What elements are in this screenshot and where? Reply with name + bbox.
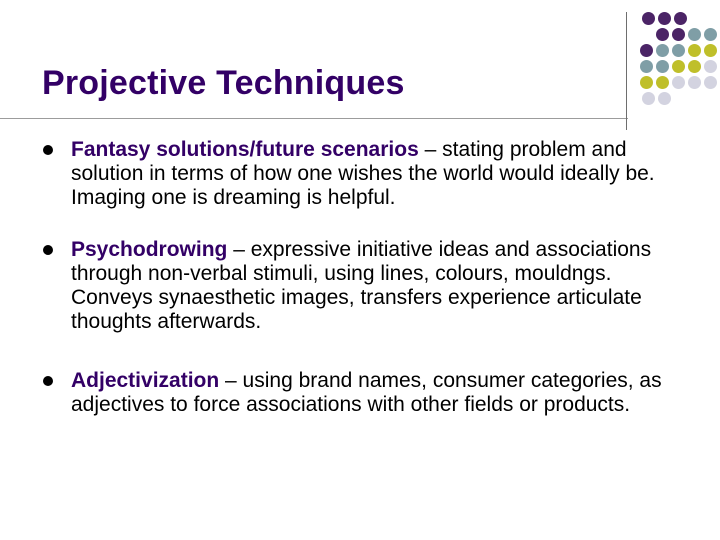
- decorative-dot: [688, 44, 701, 57]
- decorative-dot: [642, 12, 655, 25]
- decorative-dot: [640, 44, 653, 57]
- decorative-dot: [672, 44, 685, 57]
- decorative-dot: [658, 12, 671, 25]
- vertical-divider: [626, 12, 627, 130]
- decorative-dot: [688, 76, 701, 89]
- decorative-dot: [640, 76, 653, 89]
- decorative-dot: [656, 60, 669, 73]
- bullet-text: [71, 138, 686, 210]
- decorative-dot: [656, 44, 669, 57]
- bullet-dot-icon: [43, 376, 53, 386]
- decorative-dot: [704, 28, 717, 41]
- decorative-dot: [672, 60, 685, 73]
- dot-pattern-decoration: [640, 12, 720, 118]
- bullet-term: Fantasy solutions/future scenarios: [71, 138, 419, 161]
- decorative-dot: [674, 12, 687, 25]
- decorative-dot: [688, 28, 701, 41]
- bullet-description: – stating problem and solution in terms of how one wishes the world would ideally be. Imaging one is dreaming is helpful.: [71, 138, 655, 209]
- bullet-description: – expressive initiative ideas and associations through non-verbal stimuli, using lines, colours, mouldngs. Conveys synaesthetic images, transfers experience articulate thoughts afterwards.: [71, 238, 652, 333]
- bullet-term: Adjectivization: [71, 369, 220, 392]
- decorative-dot: [658, 92, 671, 105]
- title-divider: [0, 118, 628, 119]
- bullet-text: [71, 238, 686, 334]
- decorative-dot: [704, 76, 717, 89]
- decorative-dot: [672, 76, 685, 89]
- decorative-dot: [704, 44, 717, 57]
- bullet-text: [71, 369, 686, 417]
- bullet-dot-icon: [43, 245, 53, 255]
- decorative-dot: [672, 28, 685, 41]
- decorative-dot: [704, 60, 717, 73]
- slide-title: Projective Techniques: [42, 64, 405, 102]
- decorative-dot: [642, 92, 655, 105]
- decorative-dot: [640, 60, 653, 73]
- decorative-dot: [656, 28, 669, 41]
- decorative-dot: [688, 60, 701, 73]
- bullet-term: Psychodrowing: [71, 238, 228, 261]
- bullet-description: – using brand names, consumer categories, as adjectives to force associations with other fields or products.: [71, 369, 662, 416]
- decorative-dot: [656, 76, 669, 89]
- bullet-dot-icon: [43, 145, 53, 155]
